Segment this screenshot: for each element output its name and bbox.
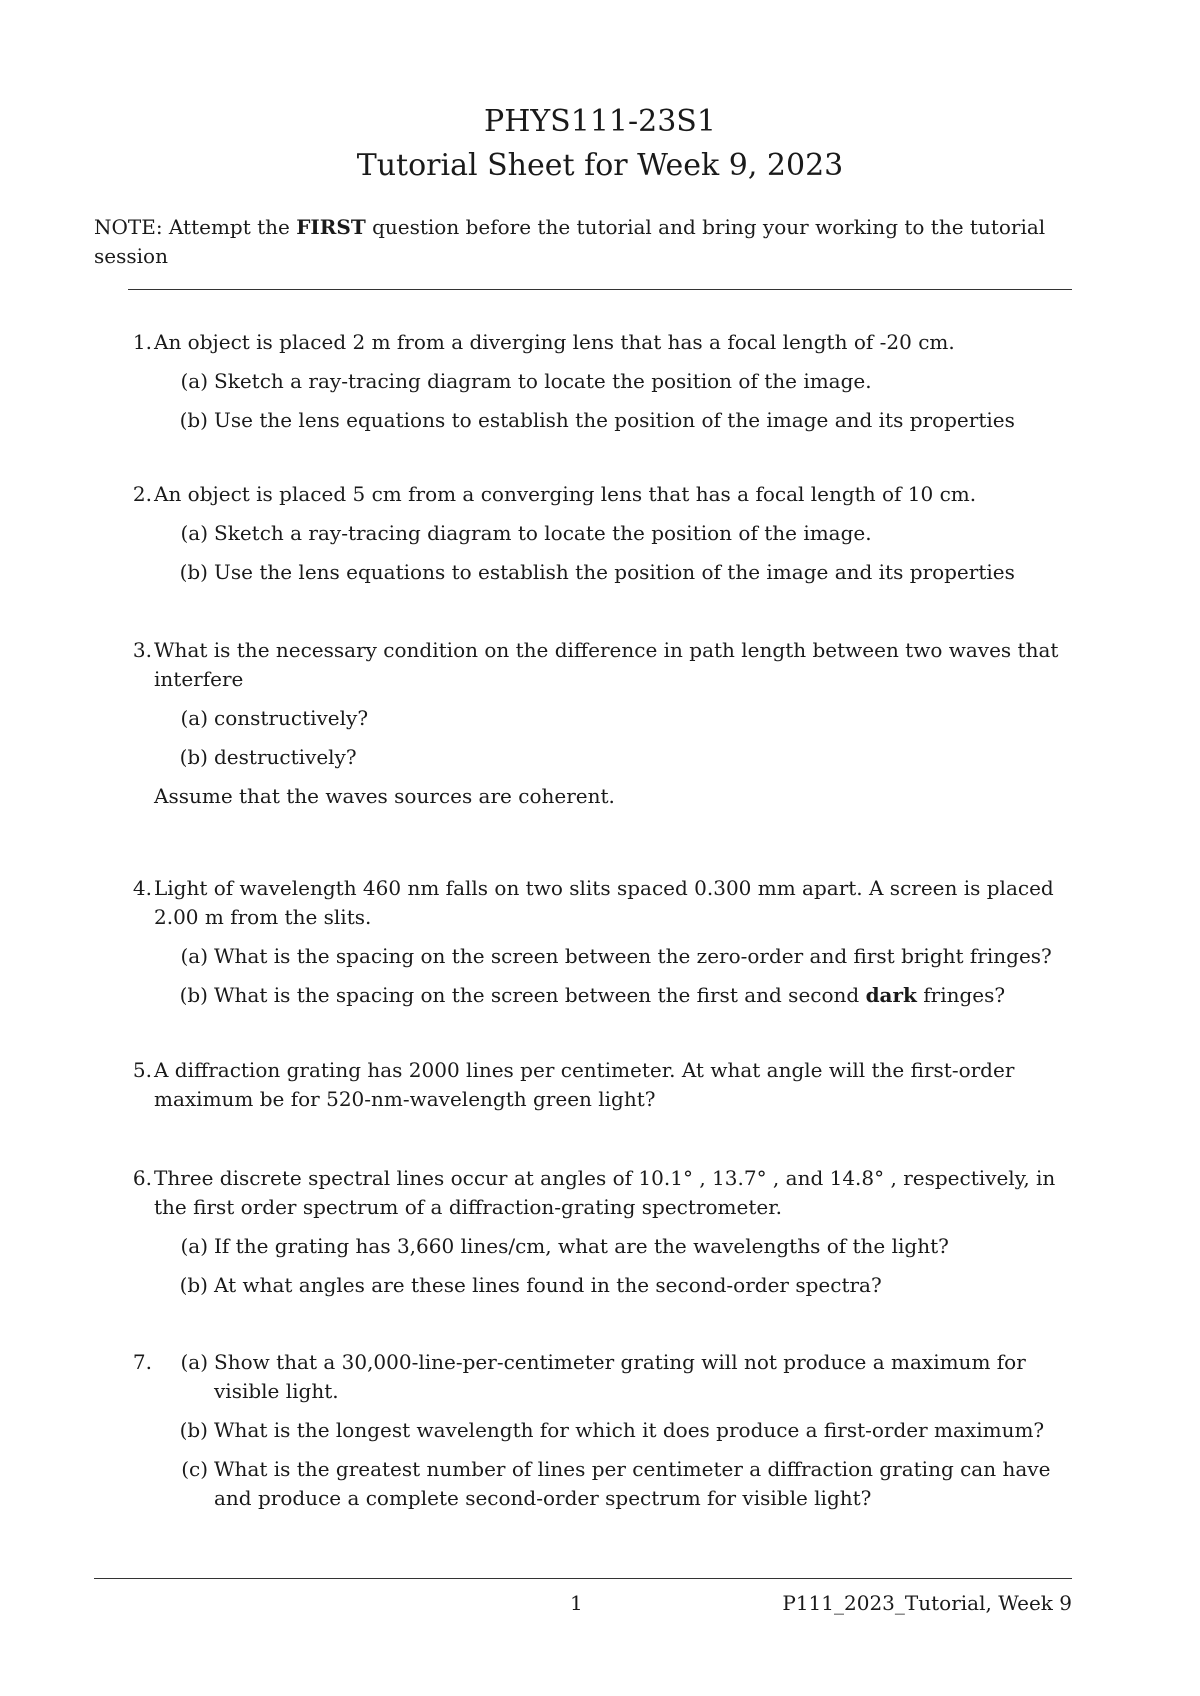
note-bold: FIRST [296, 215, 366, 239]
part-text: What is the longest wavelength for which it does produce a first-order maximum? [214, 1418, 1045, 1442]
question-5 [94, 1056, 1074, 1114]
question-part [162, 1416, 1072, 1445]
part-text: Show that a 30,000-line-per-centimeter grating will not produce a maximum for visible light. [214, 1350, 1026, 1403]
question-part [162, 704, 1072, 733]
part-label: (a) [180, 944, 208, 968]
part-text: If the grating has 3,660 lines/cm, what are the wavelengths of the light? [214, 1234, 949, 1258]
part-label: (b) [179, 983, 208, 1007]
page-number: 1 [570, 1591, 583, 1615]
part-text: constructively? [214, 706, 369, 730]
page-title: Tutorial Sheet for Week 9, 2023 [356, 148, 844, 183]
question-number: 4. [132, 876, 152, 900]
question-part [162, 558, 1072, 587]
question-text: An object is placed 2 m from a diverging lens that has a focal length of -20 cm. [154, 330, 955, 354]
question-part [162, 942, 1072, 971]
part-label: (a) [180, 1234, 208, 1258]
question-part [162, 406, 1072, 435]
part-text: Use the lens equations to establish the position of the image and its properties [214, 408, 1015, 432]
question-number: 2. [132, 482, 152, 506]
note-prefix: NOTE: [94, 215, 163, 239]
question-number: 3. [132, 638, 152, 662]
part-text: What is the spacing on the screen between the zero-order and first bright fringes? [214, 944, 1052, 968]
part-text [214, 981, 1072, 1010]
question-number: 5. [132, 1058, 152, 1082]
question-6 [94, 1164, 1074, 1300]
part-label: (a) [180, 369, 208, 393]
question-part [162, 1455, 1072, 1513]
question-part [162, 1271, 1072, 1300]
part-label: (b) [179, 560, 208, 584]
question-2 [94, 480, 1074, 587]
part-label: (a) [180, 521, 208, 545]
question-text: An object is placed 5 cm from a converging lens that has a focal length of 10 cm. [154, 482, 977, 506]
question-1 [94, 328, 1074, 435]
part-text: destructively? [214, 745, 357, 769]
part-label: (b) [179, 745, 208, 769]
part-label: (b) [179, 1418, 208, 1442]
footer-divider [94, 1578, 1072, 1579]
note-pre: Attempt the [162, 215, 297, 239]
header-divider [128, 289, 1072, 290]
part-text-bold: dark [865, 983, 917, 1007]
question-part [162, 743, 1072, 772]
question-number: 7. [132, 1350, 152, 1374]
note [94, 213, 1070, 271]
part-text: What is the greatest number of lines per centimeter a diffraction grating can have and produce a complete second-order spectrum for visible light? [214, 1457, 1051, 1510]
question-3 [94, 636, 1074, 811]
part-label: (b) [179, 1273, 208, 1297]
footer-label: P111_2023_Tutorial, Week 9 [782, 1591, 1072, 1615]
question-part [162, 1232, 1072, 1261]
question-part [162, 519, 1072, 548]
question-4 [94, 874, 1074, 1010]
question-part [162, 981, 1072, 1010]
question-part [162, 367, 1072, 396]
question-text: Three discrete spectral lines occur at angles of 10.1° , 13.7° , and 14.8° , respectively, in the first order spectrum of a diffraction-grating spectrometer. [154, 1166, 1056, 1219]
part-text: At what angles are these lines found in the second-order spectra? [214, 1273, 882, 1297]
part-text-post: fringes? [916, 983, 1006, 1007]
part-label: (a) [180, 706, 208, 730]
question-text: A diffraction grating has 2000 lines per centimeter. At what angle will the first-order maximum be for 520-nm-wavelength green light? [154, 1058, 1015, 1111]
question-note: Assume that the waves sources are coherent. [154, 784, 615, 808]
part-label: (c) [181, 1457, 208, 1481]
part-text: Use the lens equations to establish the position of the image and its properties [214, 560, 1015, 584]
part-label: (b) [179, 408, 208, 432]
question-number: 1. [132, 330, 152, 354]
part-text: Sketch a ray-tracing diagram to locate the position of the image. [214, 521, 872, 545]
question-part [162, 1348, 1072, 1406]
part-text-pre: What is the spacing on the screen between the first and second [214, 983, 866, 1007]
question-text: Light of wavelength 460 nm falls on two slits spaced 0.300 mm apart. A screen is placed 2.00 m from the slits. [154, 876, 1054, 929]
part-text: Sketch a ray-tracing diagram to locate the position of the image. [214, 369, 872, 393]
question-number: 6. [132, 1166, 152, 1190]
course-code: PHYS111-23S1 [484, 104, 716, 139]
question-7 [94, 1348, 1074, 1513]
question-text: What is the necessary condition on the difference in path length between two waves that interfere [154, 638, 1059, 691]
part-label: (a) [180, 1350, 208, 1374]
note-post: question before the tutorial and bring your working to the tutorial session [94, 215, 1046, 268]
